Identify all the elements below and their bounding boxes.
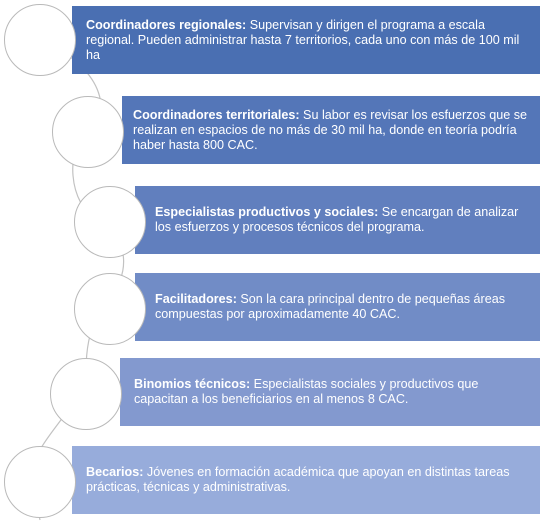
level-bar-6 — [72, 446, 540, 514]
level-bar-4 — [135, 273, 540, 341]
level-3-circle — [74, 186, 146, 258]
level-1-label: Coordinadores regionales: — [86, 17, 247, 32]
level-5-label: Binomios técnicos: — [134, 377, 251, 391]
level-5-text: Especialistas sociales y productivos que capacitan a los beneficiarios en al menos 8 CAC. — [134, 377, 479, 406]
level-6-circle — [4, 446, 76, 518]
level-2-label: Coordinadores territoriales: — [133, 107, 300, 122]
level-bar-3 — [135, 186, 540, 254]
level-bar-1 — [72, 6, 540, 74]
level-3-label: Especialistas productivos y sociales: — [155, 205, 379, 219]
level-6-label: Becarios: — [86, 465, 144, 479]
level-1-text: Supervisan y dirigen el programa a escala regional. Pueden administrar hasta 7 territorios, cada uno con más de 100 mil ha — [86, 17, 520, 62]
level-1-circle — [4, 4, 76, 76]
level-4-text: Son la cara principal dentro de pequeñas áreas compuestas por aproximadamente 40 CAC. — [155, 292, 506, 321]
level-4-circle — [74, 273, 146, 345]
level-2-text: Su labor es revisar los esfuerzos que se realizan en espacios de no más de 30 mil ha, donde en teoría podría haber hasta 800 CAC. — [133, 107, 528, 152]
level-2-circle — [52, 96, 124, 168]
level-bar-5 — [120, 358, 540, 426]
level-3-text: Se encargan de analizar los esfuerzos y procesos técnicos del programa. — [155, 205, 519, 234]
level-5-circle — [50, 358, 122, 430]
level-6-text: Jóvenes en formación académica que apoyan en distintas tareas prácticas, técnicas y administrativas. — [86, 465, 510, 494]
level-4-label: Facilitadores: — [155, 292, 237, 306]
level-bar-2 — [122, 96, 540, 164]
